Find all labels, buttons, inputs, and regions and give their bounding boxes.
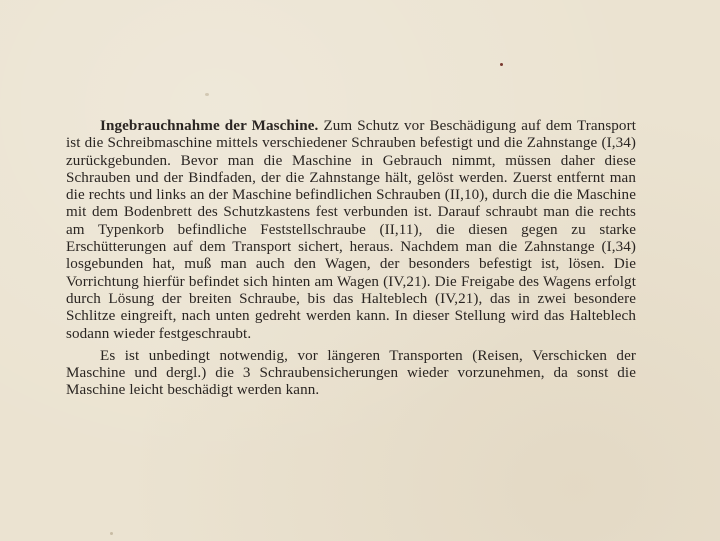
paragraph-transport-note xyxy=(66,348,636,400)
paragraph-setup-body: Zum Schutz vor Beschädigung auf dem Transport ist die Schreibmaschine mittels verschiedener Schrauben befestigt und die Zahnstange (I,34) zurückgebunden. Bevor man die Maschine in Gebrauch nimmt, müssen daher diese Schrauben und der Bindfaden, der die Zahnstange hält, gelöst werden. Zuerst entfernt man die rechts und links an der Maschine befindlichen Schrauben (II,10), durch die die Maschine mit dem Bodenbrett des Schutzkastens fest verbunden ist. Darauf schraubt man die rechts am Typenkorb befindliche Feststellschraube (II,11), die diesen gegen zu starke Erschütterungen auf dem Transport sichert, heraus. Nachdem man die Zahnstange (I,34) losgebunden hat, muß man auch den Wagen, der besonders befestigt ist, lösen. Die Vorrichtung hierfür befindet sich hinten am Wagen (IV,21). Die Freigabe des Wagens erfolgt durch Lösung der breiten Schraube, bis das Halteblech (IV,21), das in zwei besondere Schlitze eingreift, nach unten gedreht werden kann. In dieser Stellung wird das Halteblech sodann wieder festgeschraubt. xyxy=(66,118,637,342)
paragraph-setup xyxy=(66,118,636,343)
paragraph-transport-body: Es ist unbedingt notwendig, vor längeren Transporten (Reisen, Verschicken der Maschine und dergl.) die 3 Schraubensicherungen wieder vorzunehmen, da sonst die Maschine leicht beschädigt werden kann. xyxy=(66,347,636,399)
ink-speck xyxy=(500,63,503,66)
section-heading: Ingebrauchnahme der Maschine. xyxy=(100,118,319,134)
paper-speck xyxy=(110,532,113,535)
paper-speck xyxy=(205,93,209,96)
text-block xyxy=(66,118,636,400)
